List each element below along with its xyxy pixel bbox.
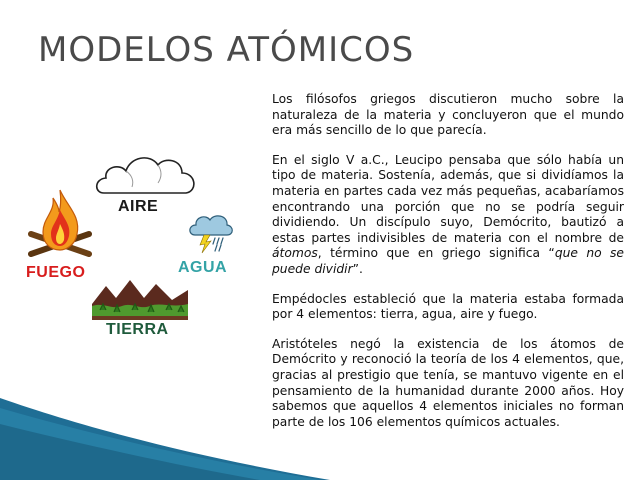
cloud-icon (92, 145, 202, 201)
paragraph-4: Aristóteles negó la existencia de los átomos de Demócrito y reconoció la teoría de los 4 elementos, que, gracias al prestigio que tenía, se mantuvo vigente en el pensamiento de la humanidad durante 2000 años. Hoy sabemos que aquellos 4 elementos iniciales no forman parte de los 106 elementos químicos actuales. (272, 336, 624, 429)
paragraph-3: Empédocles estableció que la materia estaba formada por 4 elementos: tierra, agua, aire y fuego. (272, 291, 624, 322)
slide-title: MODELOS ATÓMICOS (38, 30, 415, 70)
paragraph-2-text-c: ”. (352, 261, 363, 276)
fire-icon (25, 188, 95, 260)
paragraph-1: Los filósofos griegos discutieron mucho sobre la naturaleza de la materia y concluyeron que el mundo era más sencillo de lo que parecía. (272, 92, 624, 138)
body-text (272, 92, 624, 444)
term-atomos: átomos (272, 246, 318, 261)
element-label-agua: AGUA (178, 259, 228, 276)
decorative-swoosh (0, 398, 330, 480)
element-label-tierra: TIERRA (106, 321, 169, 338)
element-label-fuego: FUEGO (26, 264, 86, 281)
quote-meaning: que no se puede dividir (272, 246, 625, 276)
element-label-aire: AIRE (118, 198, 159, 215)
paragraph-2 (272, 153, 624, 278)
paragraph-2-text-a: En el siglo V a.C., Leucipo pensaba que sólo había un tipo de materia. Sostenía, además, que si dividíamos la materia en partes cada vez más pequeñas, acabaríamos encontrando una porción que no se podría seguir dividiendo. Un discípulo suyo, Demócrito, bautizó a estas partes indivisibles de materia con el nombre de (272, 152, 624, 245)
paragraph-2-text-b: , término que en griego significa “ (317, 246, 555, 261)
storm-cloud-icon (188, 211, 234, 255)
mountain-icon (92, 276, 188, 320)
